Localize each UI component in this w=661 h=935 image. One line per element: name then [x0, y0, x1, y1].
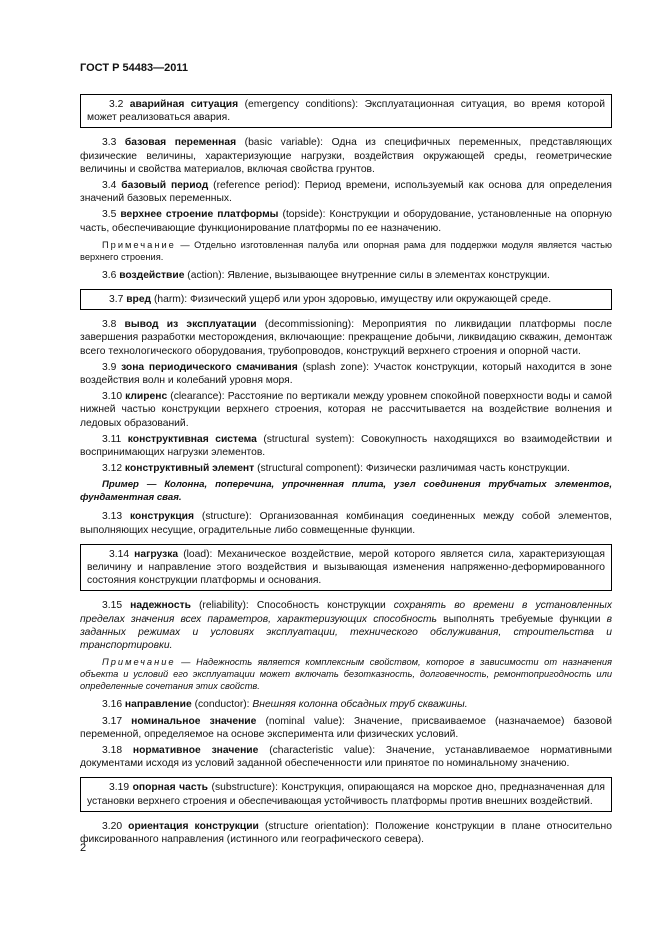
entry-english: (harm):: [153, 294, 188, 306]
entry-term: ориентация конструкции: [128, 820, 259, 832]
entry-number: 3.14: [109, 548, 130, 560]
entry-number: 3.15: [102, 600, 123, 612]
page-number: 2: [80, 842, 87, 854]
entry-english: (characteristic value):: [269, 744, 376, 756]
entry-english: (structure orientation):: [264, 820, 369, 832]
entry-3-16: [80, 698, 612, 711]
entry-english: (conductor):: [194, 699, 250, 711]
note-text: — Отдельно изготовленная палуба или опорная рама для поддержки модуля является частью верхнего строения.: [80, 239, 612, 262]
entry-term: клиренс: [125, 391, 168, 403]
entry-term: надежность: [130, 600, 191, 612]
entry-term: аварийная ситуация: [129, 99, 239, 110]
entry-english: (action):: [187, 269, 225, 281]
note-label: Примечание: [102, 239, 176, 250]
entry-term: направление: [124, 699, 192, 711]
entry-number: 3.6: [102, 269, 117, 281]
entry-definition: Совокупность находящихся во взаимодействии и воспринимающих нагрузки элементов.: [80, 433, 612, 459]
entry-number: 3.20: [102, 820, 123, 832]
entry-definition: Одна из специфичных переменных, представляющих физические величины, характеризующие нагрузки, воздействия окружающей среды, геометрические величины и свойства материалов, включая свойства грунтов.: [80, 137, 612, 175]
entry-3-2: [87, 98, 605, 124]
entry-3-12: [80, 462, 612, 475]
entry-number: 3.9: [102, 361, 117, 373]
entry-number: 3.2: [109, 99, 124, 110]
note-3-5: [80, 239, 612, 263]
boxed-entry-3-2: [80, 94, 612, 128]
entry-english: (reliability):: [199, 600, 249, 612]
entry-number: 3.19: [109, 782, 130, 794]
entry-number: 3.3: [102, 137, 117, 149]
entry-term: нагрузка: [134, 548, 179, 560]
entry-3-13: [80, 510, 612, 536]
entry-number: 3.12: [102, 463, 123, 475]
example-3-12: Пример — Колонна, поперечина, упрочненная плита, узел соединения трубчатых элементов, фундаментная свая.: [80, 479, 612, 503]
entry-term: номинальное значение: [131, 715, 257, 727]
entry-term: конструктивный элемент: [124, 463, 255, 475]
entry-number: 3.16: [102, 699, 123, 711]
entry-3-4: [80, 179, 612, 205]
entry-term: верхнее строение платформы: [120, 209, 279, 221]
boxed-entry-3-14: [80, 544, 612, 592]
entry-definition: Организованная комбинация соединенных между собой элементов, выполняющих несущие, оградительные либо совмещенные функции.: [80, 511, 612, 536]
entry-definition: Период времени, используемый как основа для определения значений базовых переменных.: [80, 180, 612, 205]
entry-definition: Расстояние по вертикали между уровнем спокойной поверхности воды и самой нижней частью конструкции верхнего строения, которая не рассчитывается на воздействие волнения и ледовых образований.: [80, 391, 612, 429]
entry-number: 3.17: [102, 715, 123, 727]
note-text: — Надежность является комплексным свойством, которое в зависимости от назначения объекта и условий его эксплуатации может включать безотказность, долговечность, ремонтопригодность или определенные сочетания этих свойств.: [80, 657, 612, 692]
entry-english: (topside):: [282, 209, 326, 221]
entry-term: базовая переменная: [124, 137, 237, 149]
entry-number: 3.5: [102, 209, 117, 221]
entry-3-8: [80, 318, 612, 358]
entry-3-18: [80, 744, 612, 770]
entry-term: нормативное значение: [132, 744, 259, 756]
entry-number: 3.7: [109, 294, 124, 306]
entry-number: 3.13: [102, 511, 123, 523]
entry-3-14: [87, 548, 605, 588]
entry-english: (structure):: [201, 511, 252, 523]
entry-definition-b: сохранять во времени в установленных пределах значения всех параметров, характеризующих способность: [80, 600, 612, 625]
entry-number: 3.8: [102, 319, 117, 331]
entry-english: (splash zone):: [302, 361, 369, 373]
entry-3-11: [80, 433, 612, 459]
entry-3-7: [87, 293, 605, 306]
entry-english: (substructure):: [211, 782, 278, 794]
entry-english: (basic variable):: [244, 137, 324, 149]
note-3-15: [80, 656, 612, 692]
entry-term: вред: [126, 294, 152, 306]
entry-definition: Значение, присваиваемое (назначаемое) базовой переменной, определяемое на основе эксперимента или физических условий.: [80, 715, 612, 740]
document-header: ГОСТ Р 54483—2011: [80, 62, 188, 74]
boxed-entry-3-19: [80, 777, 612, 811]
entry-definition: Внешняя колонна обсадных труб скважины.: [252, 699, 468, 711]
entry-definition: Физический ущерб или урон здоровью, имуществу или окружающей среде.: [190, 294, 552, 306]
entry-definition: Механическое воздействие, мерой которого является сила, характеризующая величину и направление этого воздействия и вызывающая изменения напряженно-деформированного состояния конструкции платформы и основания.: [87, 548, 605, 587]
entry-3-10: [80, 390, 612, 430]
entry-definition: Эксплуатационная ситуация, во время которой может реализоваться авария.: [87, 99, 605, 124]
entry-definition: Физически различимая часть конструкции.: [365, 463, 570, 475]
entry-3-19: [87, 781, 605, 807]
entry-number: 3.11: [102, 433, 122, 445]
entry-definition: Участок конструкции, который находится в зоне воздействия волн и колебаний уровня моря.: [80, 361, 612, 387]
entry-3-20: [80, 820, 612, 846]
entry-term: конструкция: [129, 511, 194, 523]
entry-definition-d: в заданных режимах и условиях эксплуатации, технического обслуживания, строительства и транспортировки.: [80, 613, 612, 652]
entry-number: 3.18: [102, 744, 123, 756]
entry-3-17: [80, 715, 612, 741]
boxed-entry-3-7: [80, 289, 612, 310]
entry-3-3: [80, 136, 612, 176]
entry-definition: Явление, вызывающее внутренние силы в элементах конструкции.: [227, 269, 550, 281]
entry-definition: Конструкции и оборудование, установленные на опорную часть, обеспечивающие функционирование платформы по ее назначению.: [80, 209, 612, 234]
entry-definition-a: Способность конструкции: [256, 600, 386, 612]
entry-english: (structural system):: [263, 433, 355, 445]
entry-3-15: [80, 599, 612, 652]
entry-english: (structural component):: [257, 463, 363, 475]
entry-english: (clearance):: [170, 391, 225, 403]
entry-term: опорная часть: [132, 782, 208, 794]
entry-english: (nominal value):: [265, 715, 345, 727]
entry-term: вывод из эксплуатации: [124, 319, 257, 331]
entry-number: 3.10: [102, 391, 123, 403]
entry-term: воздействие: [119, 269, 185, 281]
entry-definition: Значение, устанавливаемое нормативными документами исходя из условий заданной обеспеченности или принятое по номинальному значению.: [80, 744, 612, 770]
entry-definition: Конструкция, опирающаяся на морское дно, предназначенная для установки верхнего строения и обеспечивающая устойчивость платформы против внешних воздействий.: [87, 782, 605, 807]
entry-number: 3.4: [102, 180, 117, 192]
entry-definition: Мероприятия по ликвидации платформы после завершения разработки месторождения, включающие: прекращение добычи, ликвидацию скважин, демонтаж всего технологического оборудования, трубопроводов, конструкций верхнего строения и опорной части.: [80, 319, 612, 357]
entry-term: базовый период: [121, 180, 209, 192]
entry-english: (load):: [183, 548, 213, 560]
entry-3-9: [80, 361, 612, 387]
entry-3-6: [80, 269, 612, 282]
entry-3-5: [80, 208, 612, 234]
entry-term: конструктивная система: [127, 433, 257, 445]
document-body: [80, 94, 612, 849]
note-label: Примечание: [102, 657, 176, 668]
entry-term: зона периодического смачивания: [121, 361, 298, 373]
entry-english: (emergency conditions):: [244, 99, 359, 110]
entry-english: (reference period):: [213, 180, 300, 192]
entry-definition: Положение конструкции в плане относительно фиксированного направления (истинного или географического севера).: [80, 820, 612, 845]
entry-english: (decommissioning):: [264, 319, 355, 331]
entry-definition-c: выполнять требуемые функции: [443, 613, 601, 625]
